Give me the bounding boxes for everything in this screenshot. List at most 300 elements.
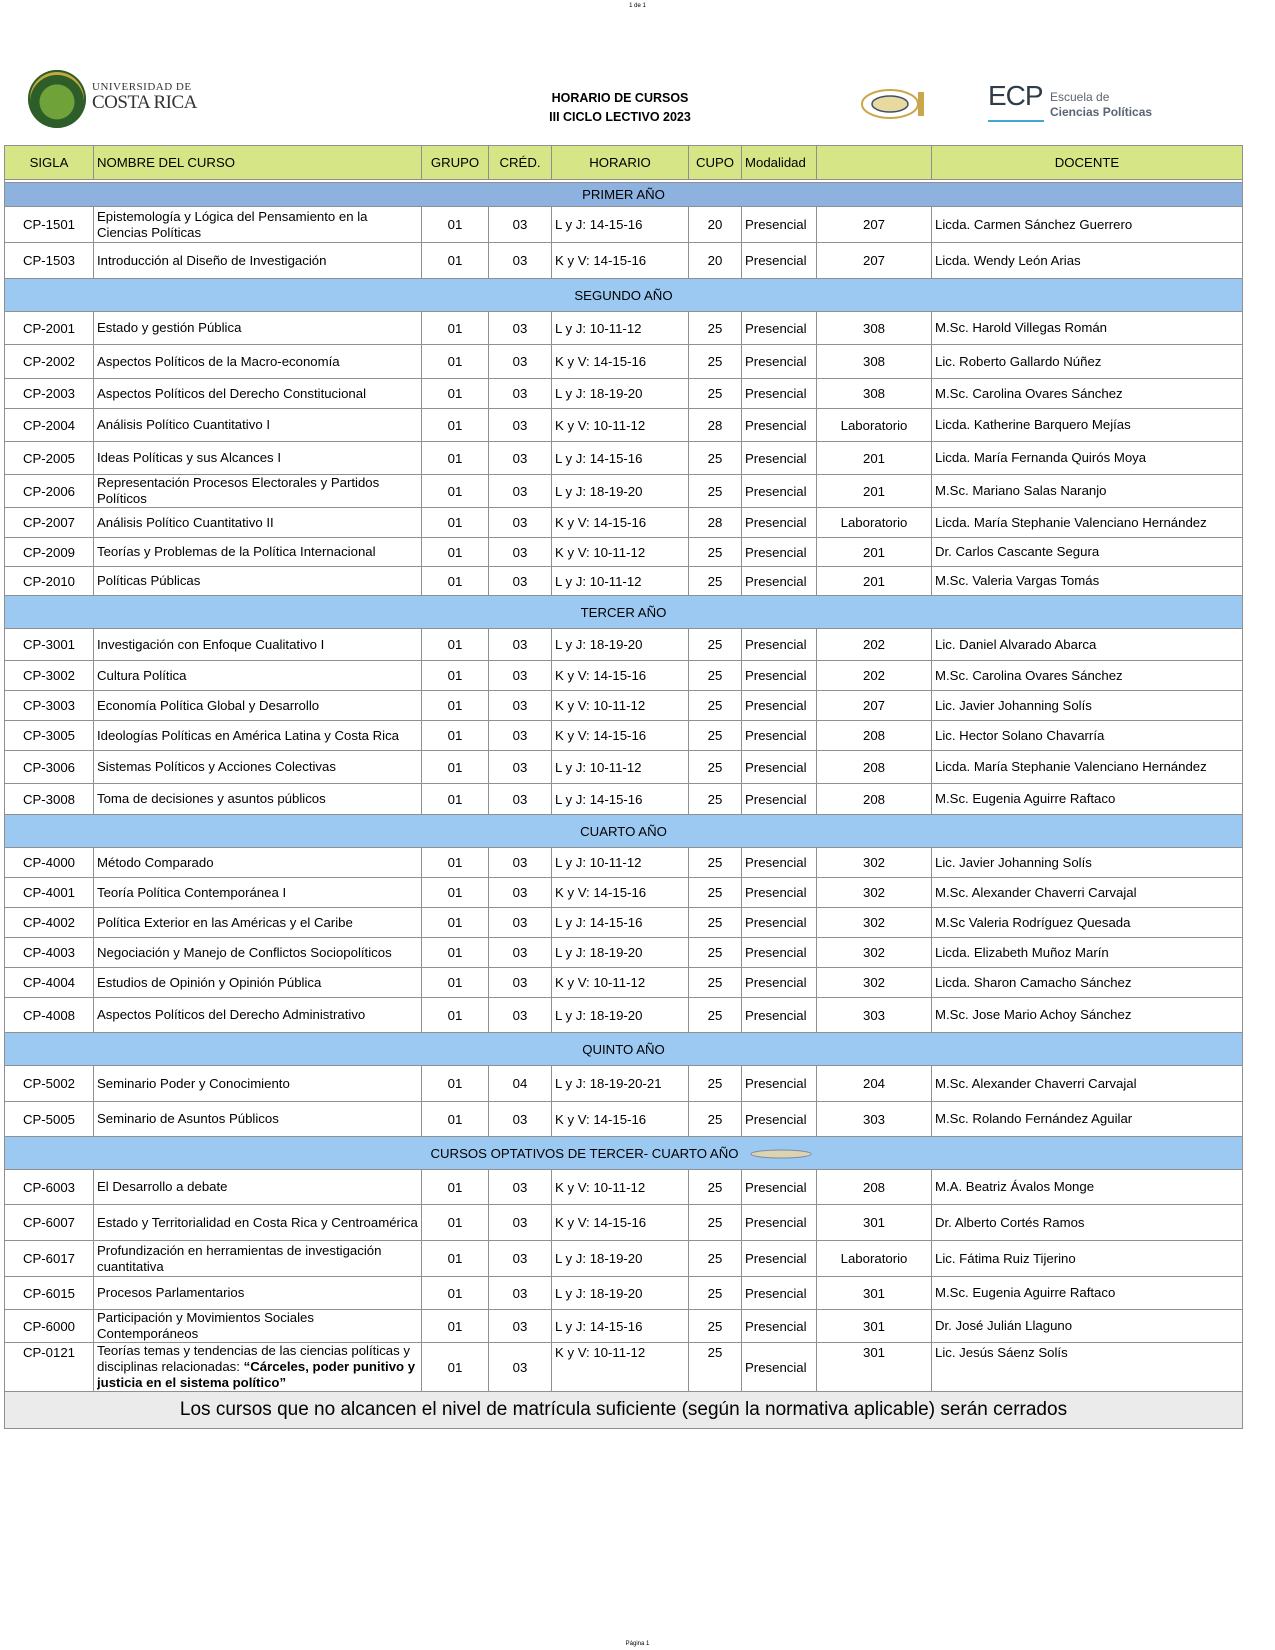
cell-horario: K y V: 10-11-12	[552, 1170, 689, 1205]
cell-cred: 03	[489, 243, 552, 279]
cell-nombre	[94, 878, 422, 908]
cell-cred: 03	[489, 751, 552, 784]
cell-sigla: CP-6003	[5, 1170, 94, 1205]
course-name: Teoría Política Contemporánea I	[97, 884, 287, 900]
cell-cupo: 25	[689, 721, 742, 751]
cell-sigla: CP-3002	[5, 661, 94, 691]
cell-horario: K y V: 10-11-12	[552, 968, 689, 998]
cell-grupo: 01	[422, 848, 489, 878]
cell-docente	[932, 379, 1243, 409]
cell-cred: 03	[489, 508, 552, 538]
cell-docente	[932, 998, 1243, 1033]
teacher-name: M.Sc. Rolando Fernández Aguilar	[935, 1111, 1133, 1126]
section-title-text: SEGUNDO AÑO	[574, 287, 673, 303]
cell-aula: 308	[817, 345, 932, 379]
cell-modalidad: Presencial	[742, 442, 817, 475]
teacher-name: Licda. María Stephanie Valenciano Hernández	[935, 759, 1207, 774]
cell-modalidad: Presencial	[742, 508, 817, 538]
section-title	[5, 183, 1243, 207]
cell-aula: 308	[817, 379, 932, 409]
footer-note: Los cursos que no alcancen el nivel de matrícula suficiente (según la normativa aplicable) serán cerrados	[5, 1392, 1243, 1429]
cell-grupo: 01	[422, 1066, 489, 1102]
table-row	[5, 312, 1243, 345]
teacher-name: Lic. Javier Johanning Solís	[935, 854, 1092, 870]
cell-cred: 03	[489, 661, 552, 691]
cell-sigla: CP-6015	[5, 1277, 94, 1310]
ecp-logo-underline	[988, 120, 1044, 122]
cell-grupo: 01	[422, 938, 489, 968]
course-name: Procesos Parlamentarios	[97, 1285, 245, 1300]
section-title	[5, 1033, 1243, 1066]
cell-grupo: 01	[422, 968, 489, 998]
cell-grupo: 01	[422, 784, 489, 815]
footer-note-row	[5, 1392, 1243, 1429]
cell-nombre	[94, 409, 422, 442]
cell-cupo: 25	[689, 998, 742, 1033]
teacher-name: M.Sc. Carolina Ovares Sánchez	[935, 667, 1123, 683]
cell-sigla: CP-2007	[5, 508, 94, 538]
course-name: Toma de decisiones y asuntos públicos	[97, 791, 326, 806]
cell-docente	[932, 442, 1243, 475]
cell-docente	[932, 848, 1243, 878]
cell-sigla: CP-2001	[5, 312, 94, 345]
cell-aula: 207	[817, 243, 932, 279]
course-name: Análisis Político Cuantitativo I	[97, 417, 270, 432]
cell-modalidad: Presencial	[742, 629, 817, 661]
cell-grupo: 01	[422, 721, 489, 751]
cell-docente	[932, 661, 1243, 691]
cell-nombre	[94, 1310, 422, 1343]
cell-aula: 201	[817, 475, 932, 508]
table-row	[5, 1241, 1243, 1277]
table-row	[5, 908, 1243, 938]
cell-cupo: 25	[689, 751, 742, 784]
course-name: Aspectos Políticos de la Macro-economía	[97, 353, 340, 369]
cell-modalidad: Presencial	[742, 538, 817, 567]
teacher-name: Lic. Daniel Alvarado Abarca	[935, 636, 1097, 652]
cell-horario: L y J: 10-11-12	[552, 567, 689, 596]
cell-cupo: 25	[689, 538, 742, 567]
course-name: Método Comparado	[97, 854, 214, 870]
cell-sigla: CP-2006	[5, 475, 94, 508]
cell-docente	[932, 345, 1243, 379]
cell-nombre	[94, 379, 422, 409]
cell-sigla: CP-2004	[5, 409, 94, 442]
cell-nombre	[94, 1343, 422, 1392]
course-name: Ideas Políticas y sus Alcances I	[97, 450, 281, 465]
section-title-text: CUARTO AÑO	[580, 823, 667, 839]
col-header-cupo: CUPO	[689, 146, 742, 180]
cell-cred: 03	[489, 1102, 552, 1137]
table-row	[5, 721, 1243, 751]
cell-cupo: 25	[689, 629, 742, 661]
cell-nombre	[94, 998, 422, 1033]
section-title-text: PRIMER AÑO	[582, 187, 665, 202]
cell-horario: L y J: 18-19-20	[552, 938, 689, 968]
cell-aula: 301	[817, 1205, 932, 1241]
cell-cupo: 25	[689, 345, 742, 379]
cell-cred: 03	[489, 538, 552, 567]
cell-aula: 208	[817, 784, 932, 815]
cell-horario: K y V: 14-15-16	[552, 1102, 689, 1137]
table-row	[5, 508, 1243, 538]
cell-nombre	[94, 629, 422, 661]
course-name: Negociación y Manejo de Conflictos Sociopolíticos	[97, 944, 392, 960]
cell-horario: L y J: 14-15-16	[552, 908, 689, 938]
teacher-name: M.Sc. Valeria Vargas Tomás	[935, 573, 1100, 588]
cell-nombre	[94, 1241, 422, 1277]
table-row	[5, 567, 1243, 596]
section-header-row	[5, 596, 1243, 629]
section-header-row	[5, 279, 1243, 312]
cell-cupo: 25	[689, 784, 742, 815]
teacher-name: Licda. María Stephanie Valenciano Hernández	[935, 514, 1207, 530]
teacher-name: Licda. Carmen Sánchez Guerrero	[935, 216, 1133, 232]
cell-grupo: 01	[422, 751, 489, 784]
cell-modalidad: Presencial	[742, 848, 817, 878]
cell-grupo: 01	[422, 538, 489, 567]
cell-modalidad: Presencial	[742, 567, 817, 596]
cell-grupo: 01	[422, 567, 489, 596]
cell-aula: Laboratorio	[817, 508, 932, 538]
cell-cred: 03	[489, 998, 552, 1033]
cell-horario: K y V: 14-15-16	[552, 243, 689, 279]
cell-cred: 03	[489, 784, 552, 815]
table-row	[5, 1277, 1243, 1310]
cell-sigla: CP-6017	[5, 1241, 94, 1277]
cell-cupo: 28	[689, 409, 742, 442]
cell-aula: 202	[817, 661, 932, 691]
cell-grupo: 01	[422, 312, 489, 345]
table-row	[5, 629, 1243, 661]
course-name: Estudios de Opinión y Opinión Pública	[97, 974, 322, 990]
table-row	[5, 409, 1243, 442]
cell-aula: 202	[817, 629, 932, 661]
table-body	[5, 180, 1243, 1429]
cell-cupo: 25	[689, 848, 742, 878]
cell-aula: 201	[817, 538, 932, 567]
cell-cupo: 25	[689, 379, 742, 409]
course-name: Representación Procesos Electorales y Partidos Políticos	[97, 475, 380, 506]
cell-grupo: 01	[422, 629, 489, 661]
cell-sigla: CP-5002	[5, 1066, 94, 1102]
teacher-name: M.Sc. Eugenia Aguirre Raftaco	[935, 1285, 1116, 1300]
cell-cupo: 25	[689, 1170, 742, 1205]
cell-modalidad: Presencial	[742, 968, 817, 998]
cell-nombre	[94, 345, 422, 379]
table-row	[5, 1102, 1243, 1137]
cell-docente	[932, 207, 1243, 243]
cell-nombre	[94, 475, 422, 508]
cell-nombre	[94, 1170, 422, 1205]
cell-docente	[932, 751, 1243, 784]
cell-sigla: CP-3001	[5, 629, 94, 661]
cell-docente	[932, 508, 1243, 538]
cell-docente	[932, 878, 1243, 908]
cell-nombre	[94, 751, 422, 784]
cell-modalidad: Presencial	[742, 1277, 817, 1310]
cell-docente	[932, 1102, 1243, 1137]
cell-horario: L y J: 18-19-20	[552, 1241, 689, 1277]
cell-nombre	[94, 508, 422, 538]
document-title	[460, 89, 780, 127]
table-row	[5, 538, 1243, 567]
cell-cupo: 25	[689, 1241, 742, 1277]
ecp-emblem-small-icon	[747, 1148, 817, 1160]
cell-cred: 03	[489, 968, 552, 998]
cell-grupo: 01	[422, 1277, 489, 1310]
cell-cred: 03	[489, 629, 552, 661]
cell-aula: 301	[817, 1310, 932, 1343]
cell-modalidad: Presencial	[742, 409, 817, 442]
teacher-name: Dr. Carlos Cascante Segura	[935, 544, 1100, 559]
cell-grupo: 01	[422, 1343, 489, 1392]
cell-sigla: CP-4001	[5, 878, 94, 908]
course-name: Política Exterior en las Américas y el Caribe	[97, 914, 353, 930]
cell-nombre	[94, 848, 422, 878]
course-name: Análisis Político Cuantitativo II	[97, 514, 274, 530]
cell-horario: L y J: 18-19-20	[552, 629, 689, 661]
teacher-name: M.Sc Valeria Rodríguez Quesada	[935, 914, 1131, 930]
cell-sigla: CP-6007	[5, 1205, 94, 1241]
cell-aula: 201	[817, 442, 932, 475]
cell-horario: K y V: 10-11-12	[552, 538, 689, 567]
cell-modalidad: Presencial	[742, 998, 817, 1033]
cell-nombre	[94, 784, 422, 815]
cell-sigla: CP-0121	[5, 1343, 94, 1392]
cell-modalidad: Presencial	[742, 661, 817, 691]
cell-cred: 03	[489, 938, 552, 968]
ucr-logo	[28, 70, 203, 130]
cell-cupo: 25	[689, 442, 742, 475]
cell-nombre	[94, 968, 422, 998]
cell-docente	[932, 1170, 1243, 1205]
cell-horario: L y J: 10-11-12	[552, 848, 689, 878]
cell-docente	[932, 538, 1243, 567]
cell-cupo: 25	[689, 312, 742, 345]
cell-docente	[932, 691, 1243, 721]
cell-modalidad: Presencial	[742, 1102, 817, 1137]
cell-aula: 208	[817, 1170, 932, 1205]
cell-grupo: 01	[422, 1170, 489, 1205]
cell-nombre	[94, 538, 422, 567]
section-title	[5, 596, 1243, 629]
cell-grupo: 01	[422, 409, 489, 442]
course-name: Seminario Poder y Conocimiento	[97, 1075, 290, 1091]
cell-modalidad: Presencial	[742, 908, 817, 938]
cell-aula: 207	[817, 691, 932, 721]
course-name: Introducción al Diseño de Investigación	[97, 252, 327, 268]
table-row	[5, 784, 1243, 815]
cell-cred: 03	[489, 1205, 552, 1241]
cell-aula: 302	[817, 968, 932, 998]
course-name: Profundización en herramientas de investigación cuantitativa	[97, 1242, 382, 1274]
cell-modalidad: Presencial	[742, 784, 817, 815]
table-row	[5, 1066, 1243, 1102]
cell-sigla: CP-2005	[5, 442, 94, 475]
course-name-bold: “Cárceles, poder punitivo y justicia en el sistema político”	[97, 1359, 416, 1390]
cell-docente	[932, 567, 1243, 596]
cell-sigla: CP-3003	[5, 691, 94, 721]
cell-nombre	[94, 312, 422, 345]
cell-grupo: 01	[422, 1205, 489, 1241]
course-name: Teorías y Problemas de la Política Internacional	[97, 544, 376, 559]
teacher-name: M.Sc. Alexander Chaverri Carvajal	[935, 884, 1137, 900]
course-schedule-table	[4, 145, 1243, 1429]
cell-nombre	[94, 442, 422, 475]
cell-grupo: 01	[422, 475, 489, 508]
cell-cred: 03	[489, 409, 552, 442]
course-name: Cultura Política	[97, 667, 187, 683]
cell-cupo: 20	[689, 207, 742, 243]
course-name: Estado y Territorialidad en Costa Rica y Centroamérica	[97, 1214, 418, 1230]
cell-cred: 03	[489, 848, 552, 878]
cell-modalidad: Presencial	[742, 878, 817, 908]
cell-sigla: CP-2003	[5, 379, 94, 409]
section-title-text: QUINTO AÑO	[582, 1041, 665, 1057]
cell-nombre	[94, 938, 422, 968]
cell-modalidad: Presencial	[742, 751, 817, 784]
cell-horario: L y J: 18-19-20	[552, 1277, 689, 1310]
cell-modalidad: Presencial	[742, 1241, 817, 1277]
cell-modalidad: Presencial	[742, 345, 817, 379]
cell-cupo: 25	[689, 567, 742, 596]
cell-modalidad: Presencial	[742, 1205, 817, 1241]
section-title	[5, 279, 1243, 312]
teacher-name: Dr. José Julián Llaguno	[935, 1318, 1073, 1333]
cell-docente	[932, 1205, 1243, 1241]
cell-cred: 03	[489, 1277, 552, 1310]
table-row	[5, 1205, 1243, 1241]
cell-cred: 03	[489, 908, 552, 938]
cell-docente	[932, 968, 1243, 998]
cell-sigla: CP-4003	[5, 938, 94, 968]
cell-docente	[932, 1066, 1243, 1102]
cell-docente	[932, 312, 1243, 345]
cell-aula: 302	[817, 878, 932, 908]
course-name: Estado y gestión Pública	[97, 320, 242, 335]
page-counter-top: 1 de 1	[629, 3, 646, 9]
cell-grupo: 01	[422, 908, 489, 938]
cell-sigla: CP-6000	[5, 1310, 94, 1343]
cell-cred: 03	[489, 312, 552, 345]
table-row	[5, 243, 1243, 279]
cell-horario: L y J: 18-19-20	[552, 475, 689, 508]
cell-sigla: CP-3005	[5, 721, 94, 751]
teacher-name: Licda. Elizabeth Muñoz Marín	[935, 944, 1109, 960]
cell-sigla: CP-1503	[5, 243, 94, 279]
cell-sigla: CP-5005	[5, 1102, 94, 1137]
cell-cred: 03	[489, 878, 552, 908]
cell-docente	[932, 1277, 1243, 1310]
cell-aula: Laboratorio	[817, 1241, 932, 1277]
page-counter-bottom: Página 1	[625, 1641, 650, 1647]
cell-aula: 301	[817, 1277, 932, 1310]
cell-aula: 308	[817, 312, 932, 345]
course-name: Sistemas Políticos y Acciones Colectivas	[97, 759, 336, 774]
table-row	[5, 1170, 1243, 1205]
cell-docente	[932, 475, 1243, 508]
teacher-name: Lic. Roberto Gallardo Núñez	[935, 353, 1102, 369]
cell-aula: 208	[817, 721, 932, 751]
cell-cred: 03	[489, 379, 552, 409]
cell-grupo: 01	[422, 243, 489, 279]
section-title	[5, 1137, 1243, 1170]
cell-horario: K y V: 14-15-16	[552, 1205, 689, 1241]
cell-cred: 04	[489, 1066, 552, 1102]
table-row	[5, 938, 1243, 968]
cell-nombre	[94, 1277, 422, 1310]
table-row	[5, 878, 1243, 908]
ucr-logo-line1: UNIVERSIDAD DE	[92, 81, 192, 93]
cell-aula: 207	[817, 207, 932, 243]
teacher-name: M.Sc. Harold Villegas Román	[935, 320, 1107, 335]
cell-horario: L y J: 14-15-16	[552, 1310, 689, 1343]
cell-docente	[932, 1343, 1243, 1392]
table-row	[5, 998, 1243, 1033]
cell-aula: 204	[817, 1066, 932, 1102]
col-header-grupo: GRUPO	[422, 146, 489, 180]
cell-modalidad: Presencial	[742, 691, 817, 721]
cell-docente	[932, 1310, 1243, 1343]
cell-nombre	[94, 567, 422, 596]
cell-cred: 03	[489, 1170, 552, 1205]
ucr-logo-line2: COSTA RICA	[92, 92, 197, 113]
table-row	[5, 848, 1243, 878]
section-title-text: CURSOS OPTATIVOS DE TERCER- CUARTO AÑO	[430, 1145, 739, 1161]
cell-horario: K y V: 10-11-12	[552, 1343, 689, 1392]
cell-nombre	[94, 243, 422, 279]
cell-cupo: 25	[689, 1310, 742, 1343]
cell-nombre	[94, 1205, 422, 1241]
cell-grupo: 01	[422, 508, 489, 538]
cell-cupo: 25	[689, 1343, 742, 1392]
cell-horario: K y V: 14-15-16	[552, 878, 689, 908]
cell-modalidad: Presencial	[742, 1066, 817, 1102]
table-row	[5, 1343, 1243, 1392]
col-header-aula	[817, 146, 932, 180]
table-row	[5, 751, 1243, 784]
cell-nombre	[94, 908, 422, 938]
cell-docente	[932, 721, 1243, 751]
ecp-logo-abbrev: ECP	[988, 80, 1043, 111]
cell-docente	[932, 784, 1243, 815]
cell-grupo: 01	[422, 207, 489, 243]
ecp-logo-line2: Ciencias Políticas	[1050, 105, 1153, 119]
cell-aula: 301	[817, 1343, 932, 1392]
cell-horario: L y J: 18-19-20-21	[552, 1066, 689, 1102]
cell-nombre	[94, 1102, 422, 1137]
course-name: Economía Política Global y Desarrollo	[97, 697, 320, 713]
cell-sigla: CP-1501	[5, 207, 94, 243]
section-header-row	[5, 1137, 1243, 1170]
cell-docente	[932, 409, 1243, 442]
course-name: Aspectos Políticos del Derecho Constitucional	[97, 385, 367, 401]
course-name: Seminario de Asuntos Públicos	[97, 1111, 279, 1126]
teacher-name: M.Sc. Carolina Ovares Sánchez	[935, 385, 1123, 401]
cell-modalidad: Presencial	[742, 207, 817, 243]
cell-grupo: 01	[422, 379, 489, 409]
cell-grupo: 01	[422, 1102, 489, 1137]
table-row	[5, 345, 1243, 379]
cell-cupo: 25	[689, 1102, 742, 1137]
course-name	[97, 1343, 418, 1391]
cell-modalidad: Presencial	[742, 379, 817, 409]
section-title-text: TERCER AÑO	[580, 604, 667, 620]
cell-cred: 03	[489, 691, 552, 721]
cell-aula: 302	[817, 908, 932, 938]
teacher-name: M.Sc. Eugenia Aguirre Raftaco	[935, 791, 1116, 806]
